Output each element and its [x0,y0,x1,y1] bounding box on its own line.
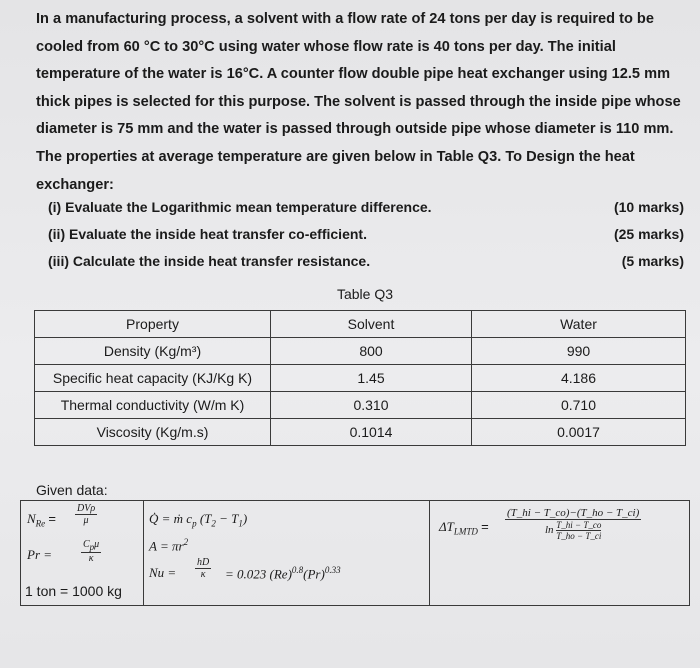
nusselt-fraction: $\frac{hD}{\kappa}$ [197,557,210,580]
table-row [35,392,686,419]
water-cell: 0.710 [472,392,686,419]
ton-conversion: 1 ton = 1000 kg [25,583,122,599]
table-row [35,365,686,392]
area-formula: $A = \pi r^2$ [149,537,189,554]
problem-line: cooled from 60 °C to 30°C using water whose flow rate is 40 tons per day. The initial [36,38,616,55]
heat-duty-formula: Q̇ = ṁ $c_p$ $(T_2 - T_1)$ [149,511,248,529]
question-2 [48,226,688,250]
table-header-row [35,311,686,338]
problem-line: diameter is 75 mm and the water is passed through outside pipe whose diameter is 110 mm. [36,121,674,138]
question-1 [48,199,688,223]
question-text: (ii) Evaluate the inside heat transfer co-efficient. [48,226,367,242]
problem-line: exchanger: [36,176,114,193]
properties-table [34,310,686,446]
solvent-cell: 0.310 [271,392,472,419]
formula-divider [429,501,430,605]
reynolds-formula: $N_{Re}$ = [27,511,57,529]
question-text: (iii) Calculate the inside heat transfer resistance. [48,253,371,269]
prandtl-fraction: $C_p\mu$ κ [83,539,100,564]
table-row [35,419,686,446]
problem-line: temperature of the water is 16°C. A counter flow double pipe heat exchanger using 12.5 mm [36,66,671,83]
solvent-cell: 0.1014 [271,419,472,446]
question-text: (i) Evaluate the Logarithmic mean temperature difference. [48,199,432,215]
formula-box [20,500,690,606]
formula-divider [143,501,144,605]
question-marks: (10 marks) [613,199,684,215]
lmtd-lhs: $\Delta T_{LMTD}$ = [439,519,489,537]
water-cell: 4.186 [472,365,686,392]
problem-line: The properties at average temperature are given below in Table Q3. To Design the heat [36,148,635,165]
property-cell: Specific heat capacity (KJ/Kg K) [35,365,271,392]
solvent-cell: 800 [271,338,472,365]
property-cell: Viscosity (Kg/m.s) [35,419,271,446]
solvent-cell: 1.45 [271,365,472,392]
nusselt-lhs: Nu = [149,565,177,580]
table-caption: Table Q3 [336,286,394,302]
question-marks: (25 marks) [613,226,684,242]
header-cell: Solvent [271,311,472,338]
prandtl-formula-lhs: Pr = [27,547,53,562]
water-cell: 0.0017 [472,419,686,446]
nusselt-rhs: = 0.023 $(Re)^{0.8}(Pr)^{0.33}$ [225,565,341,582]
property-cell: Density (Kg/m³) [35,338,271,365]
water-cell: 990 [472,338,686,365]
problem-statement [36,6,686,199]
lmtd-fraction: (T_hi − T_co)−(T_ho − T_ci) ln $\frac{T\_hi - T\_co}{T\_ho - T\_ci}$ [507,507,640,541]
reynolds-fraction: DVρ μ [77,503,96,526]
question-3 [48,253,688,277]
header-cell: Property [35,311,271,338]
property-cell: Thermal conductivity (W/m K) [35,392,271,419]
question-marks: (5 marks) [621,253,684,269]
given-data-label: Given data: [36,482,108,498]
header-cell: Water [472,311,686,338]
table-row [35,338,686,365]
problem-line: thick pipes is selected for this purpose. The solvent is passed through the inside pipe whose [36,93,681,110]
problem-line: In a manufacturing process, a solvent with a flow rate of 24 tons per day is required to be [36,11,654,27]
